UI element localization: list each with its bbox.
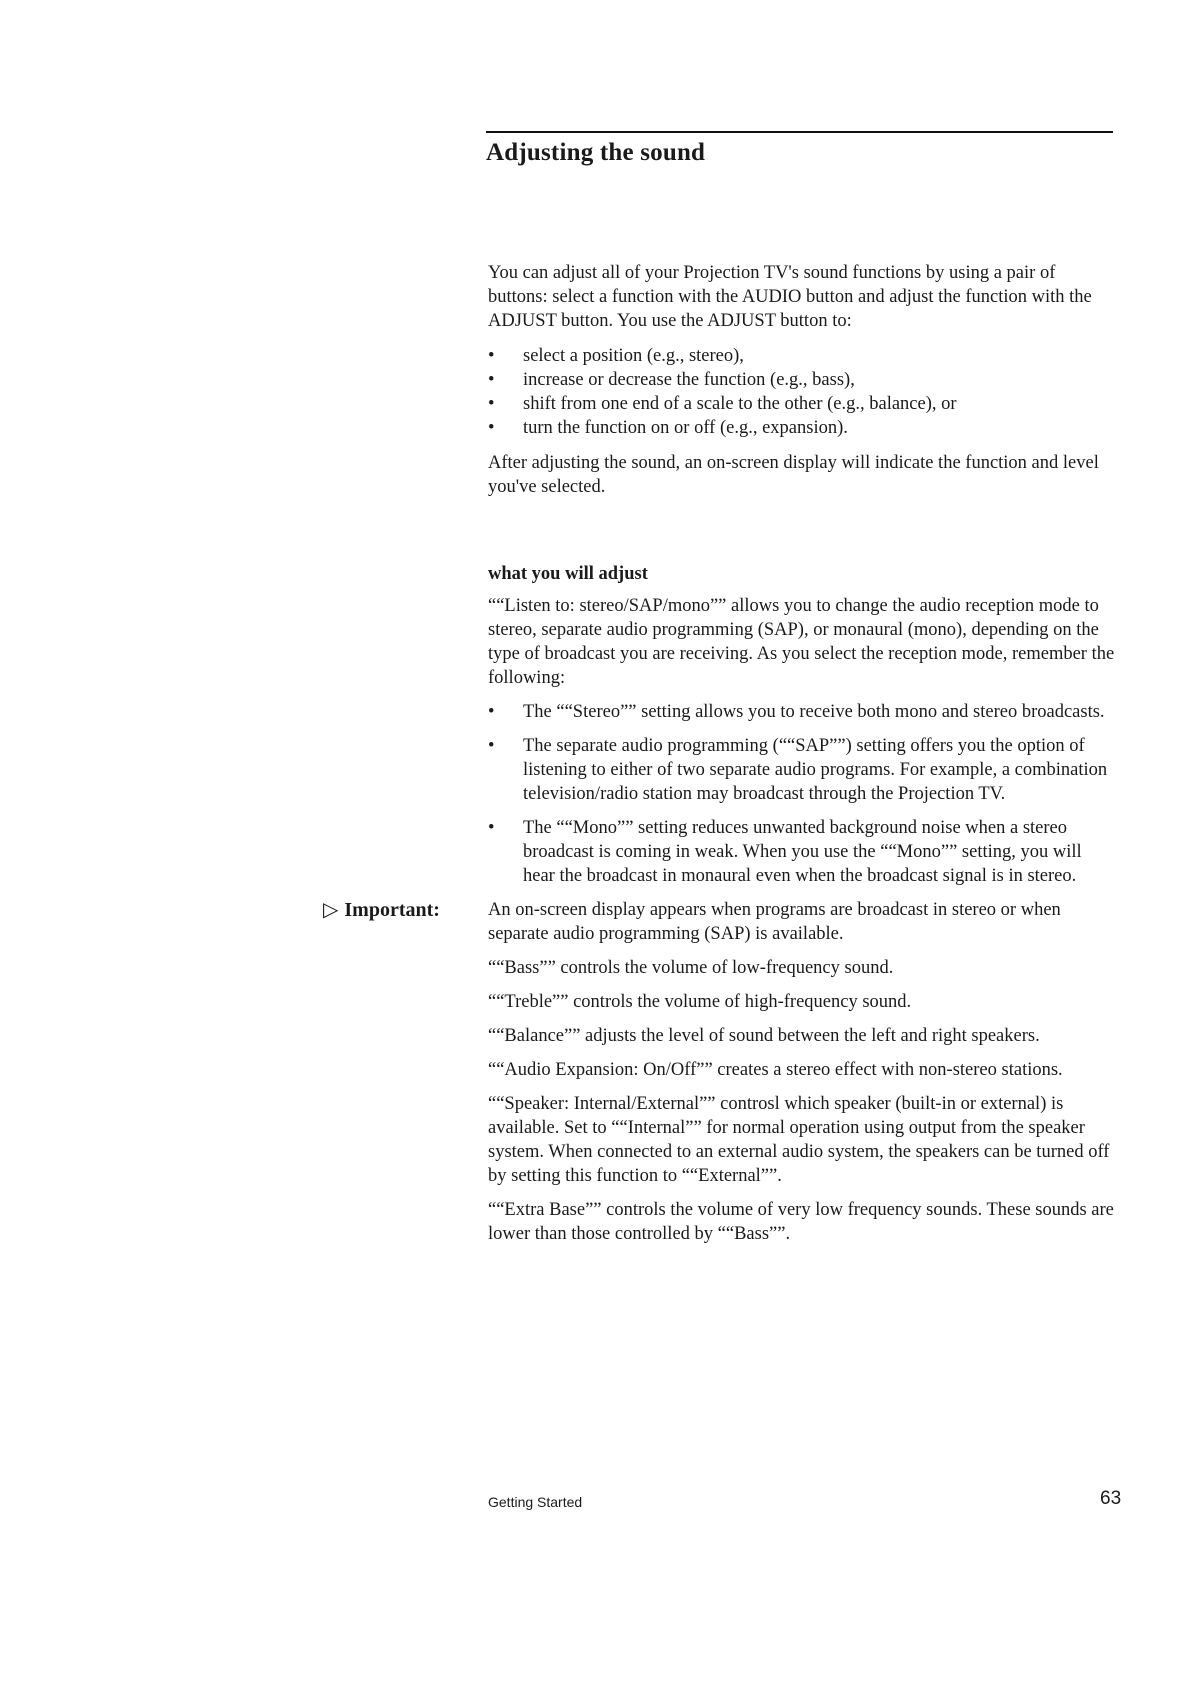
after-paragraph: After adjusting the sound, an on-screen display will indicate the function and level you've selected.	[488, 453, 1099, 497]
section-heading: what you will adjust	[488, 564, 648, 584]
speaker-paragraph: ““Speaker: Internal/External”” controsl which speaker (built-in or external) is available. Set to ““Internal”” for normal operation using output from the speaker system. When connected to an external audio system, the speakers can be turned off by setting this function to ““External””.	[488, 1094, 1110, 1186]
extra-base-paragraph: ““Extra Base”” controls the volume of very low frequency sounds. These sounds are lower than those controlled by ““Bass””.	[488, 1200, 1114, 1244]
page-title: Adjusting the sound	[486, 139, 706, 166]
listen-paragraph: ““Listen to: stereo/SAP/mono”” allows you to change the audio reception mode to stereo, separate audio programming (SAP), or monaural (mono), depending on the type of broadcast you are receiving. As you select the reception mode, remember the following:	[488, 596, 1115, 688]
balance-paragraph: ““Balance”” adjusts the level of sound between the left and right speakers.	[488, 1026, 1040, 1046]
intro-paragraph: You can adjust all of your Projection TV's sound functions by using a pair of buttons: select a function with the AUDIO button and adjust the function with the ADJUST button. You use the ADJUST button to:	[488, 263, 1092, 331]
main-content	[323, 261, 1118, 1246]
triangle-right-icon: ▷	[323, 899, 339, 921]
mode-bullet-sap: • The separate audio programming (““SAP””) setting offers you the option of listening to either of two separate audio programs. For example, a combination television/radio station may broadcast through the Projection TV.	[488, 734, 1118, 806]
important-note	[323, 898, 1118, 946]
treble-paragraph: ““Treble”” controls the volume of high-frequency sound.	[488, 992, 912, 1012]
intro-bullet: • increase or decrease the function (e.g., bass),	[488, 368, 1118, 392]
intro-bullet: • shift from one end of a scale to the other (e.g., balance), or	[488, 392, 1118, 416]
intro-bullet-list	[488, 344, 1118, 440]
important-label	[323, 898, 440, 922]
footer-section: Getting Started	[488, 1494, 583, 1510]
important-text: An on-screen display appears when programs are broadcast in stereo or when separate audio programming (SAP) is available.	[488, 900, 1061, 944]
expansion-paragraph: ““Audio Expansion: On/Off”” creates a stereo effect with non-stereo stations.	[488, 1060, 1063, 1080]
bass-paragraph: ““Bass”” controls the volume of low-frequency sound.	[488, 958, 894, 978]
page-number: 63	[1100, 1488, 1122, 1509]
mode-bullet-stereo: • The ““Stereo”” setting allows you to receive both mono and stereo broadcasts.	[488, 700, 1118, 724]
mode-bullet-mono: • The ““Mono”” setting reduces unwanted background noise when a stereo broadcast is coming in weak. When you use the ““Mono”” setting, you will hear the broadcast in monaural even when the broadcast signal is in stereo.	[488, 816, 1118, 888]
title-rule	[486, 131, 1113, 133]
mode-bullet-list	[488, 700, 1118, 888]
intro-bullet: • select a position (e.g., stereo),	[488, 344, 1118, 368]
intro-bullet: • turn the function on or off (e.g., expansion).	[488, 416, 1118, 440]
important-label-text: Important:	[344, 899, 440, 921]
